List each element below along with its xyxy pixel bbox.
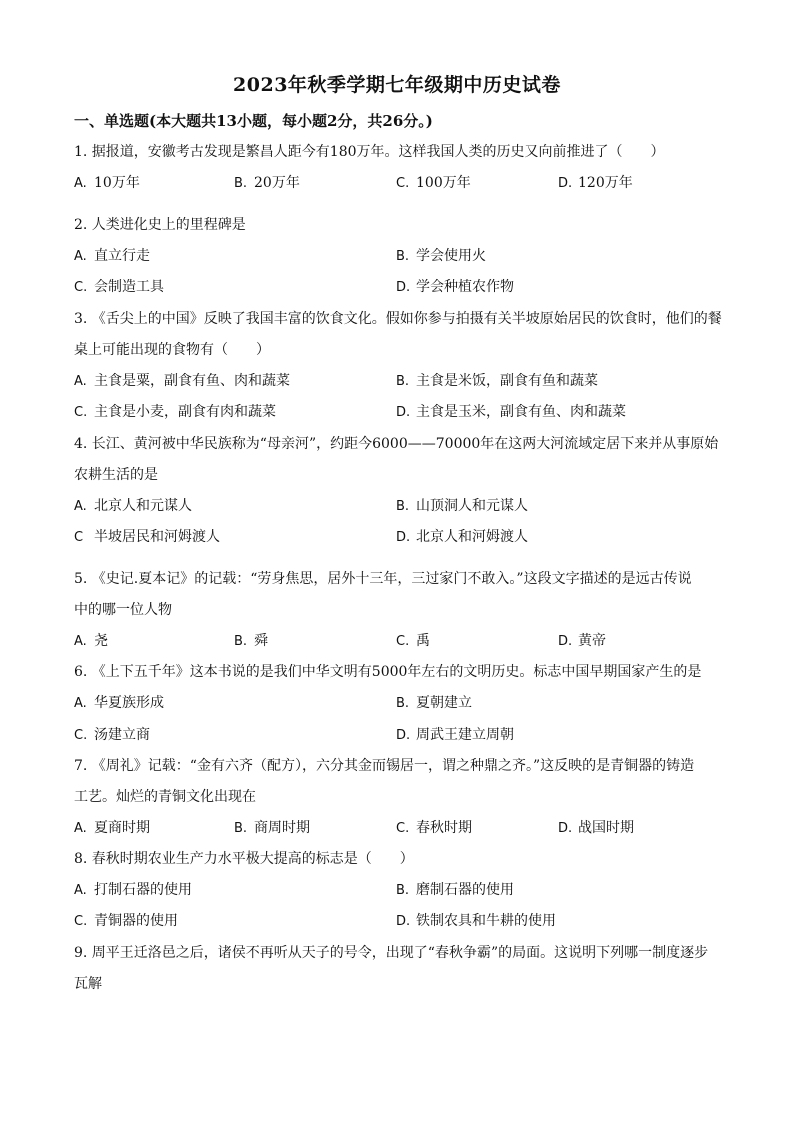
- q4-option-b[interactable]: B. 山顶洞人和元谋人: [396, 498, 528, 514]
- q2-option-c[interactable]: C. 会制造工具: [74, 279, 164, 295]
- question-6-line-1: 6. 《上下五千年》这本书说的是我们中华文明有5000年左右的文明历史。标志中国早期国家产生的是: [74, 664, 702, 680]
- question-1-line-1: 1. 据报道，安徽考古发现是繁昌人距今有180万年。这样我国人类的历史又向前推进了（ ）: [74, 144, 665, 160]
- question-4-line-1: 4. 长江、黄河被中华民族称为“母亲河”，约距今6000——70000年在这两大河流域定居下来并从事原始: [74, 436, 719, 452]
- q4-option-d[interactable]: D. 北京人和河姆渡人: [396, 529, 528, 545]
- q2-option-d[interactable]: D. 学会种植农作物: [396, 279, 514, 295]
- q8-option-c[interactable]: C. 青铜器的使用: [74, 913, 178, 929]
- question-3-line-1: 3. 《舌尖上的中国》反映了我国丰富的饮食文化。假如你参与拍摄有关半坡原始居民的饮食时，他们的餐: [74, 311, 722, 327]
- q5-option-d[interactable]: D. 黄帝: [558, 633, 606, 649]
- q4-option-c[interactable]: C 半坡居民和河姆渡人: [74, 529, 220, 545]
- question-8-line-1: 8. 春秋时期农业生产力水平极大提高的标志是（ ）: [74, 851, 414, 867]
- q6-option-b[interactable]: B. 夏朝建立: [396, 695, 472, 711]
- q7-option-c[interactable]: C. 春秋时期: [396, 820, 472, 836]
- q5-option-a[interactable]: A. 尧: [74, 633, 108, 649]
- q1-option-a[interactable]: A. 10万年: [74, 175, 140, 191]
- q3-option-a[interactable]: A. 主食是粟，副食有鱼、肉和蔬菜: [74, 373, 290, 389]
- q3-option-d[interactable]: D. 主食是玉米，副食有鱼、肉和蔬菜: [396, 404, 626, 420]
- q4-option-a[interactable]: A. 北京人和元谋人: [74, 498, 192, 514]
- q8-option-d[interactable]: D. 铁制农具和牛耕的使用: [396, 913, 556, 929]
- question-2-line-1: 2. 人类进化史上的里程碑是: [74, 217, 246, 233]
- q2-option-a[interactable]: A. 直立行走: [74, 248, 150, 264]
- q5-option-c[interactable]: C. 禹: [396, 633, 430, 649]
- q8-option-b[interactable]: B. 磨制石器的使用: [396, 882, 514, 898]
- q7-option-d[interactable]: D. 战国时期: [558, 820, 634, 836]
- q5-option-b[interactable]: B. 舜: [234, 633, 268, 649]
- q7-option-b[interactable]: B. 商周时期: [234, 820, 310, 836]
- q6-option-c[interactable]: C. 汤建立商: [74, 727, 150, 743]
- q1-option-d[interactable]: D. 120万年: [558, 175, 633, 191]
- exam-title: 2023年秋季学期七年级期中历史试卷: [233, 74, 561, 96]
- question-9-line-2: 瓦解: [74, 976, 102, 992]
- q2-option-b[interactable]: B. 学会使用火: [396, 248, 486, 264]
- question-5-line-1: 5. 《史记.夏本记》的记载：“劳身焦思，居外十三年，三过家门不敢入。”这段文字描述的是远古传说: [74, 571, 692, 587]
- question-7-line-1: 7. 《周礼》记载：“金有六齐（配方），六分其金而锡居一，谓之种鼎之齐。”这反映的是青铜器的铸造: [74, 758, 695, 774]
- q3-option-b[interactable]: B. 主食是米饭，副食有鱼和蔬菜: [396, 373, 598, 389]
- question-4-line-2: 农耕生活的是: [74, 467, 158, 483]
- question-3-line-2: 桌上可能出现的食物有（ ）: [74, 342, 270, 358]
- q6-option-a[interactable]: A. 华夏族形成: [74, 695, 164, 711]
- q8-option-a[interactable]: A. 打制石器的使用: [74, 882, 192, 898]
- section-heading: 一、单选题(本大题共13小题，每小题2分，共26分。): [74, 112, 433, 130]
- question-7-line-2: 工艺。灿烂的青铜文化出现在: [74, 789, 256, 805]
- question-9-line-1: 9. 周平王迁洛邑之后，诸侯不再听从天子的号令，出现了“春秋争霸”的局面。这说明下列哪一制度逐步: [74, 945, 709, 961]
- q6-option-d[interactable]: D. 周武王建立周朝: [396, 727, 514, 743]
- q7-option-a[interactable]: A. 夏商时期: [74, 820, 150, 836]
- q1-option-c[interactable]: C. 100万年: [396, 175, 471, 191]
- q3-option-c[interactable]: C. 主食是小麦，副食有肉和蔬菜: [74, 404, 276, 420]
- question-5-line-2: 中的哪一位人物: [74, 602, 172, 618]
- q1-option-b[interactable]: B. 20万年: [234, 175, 300, 191]
